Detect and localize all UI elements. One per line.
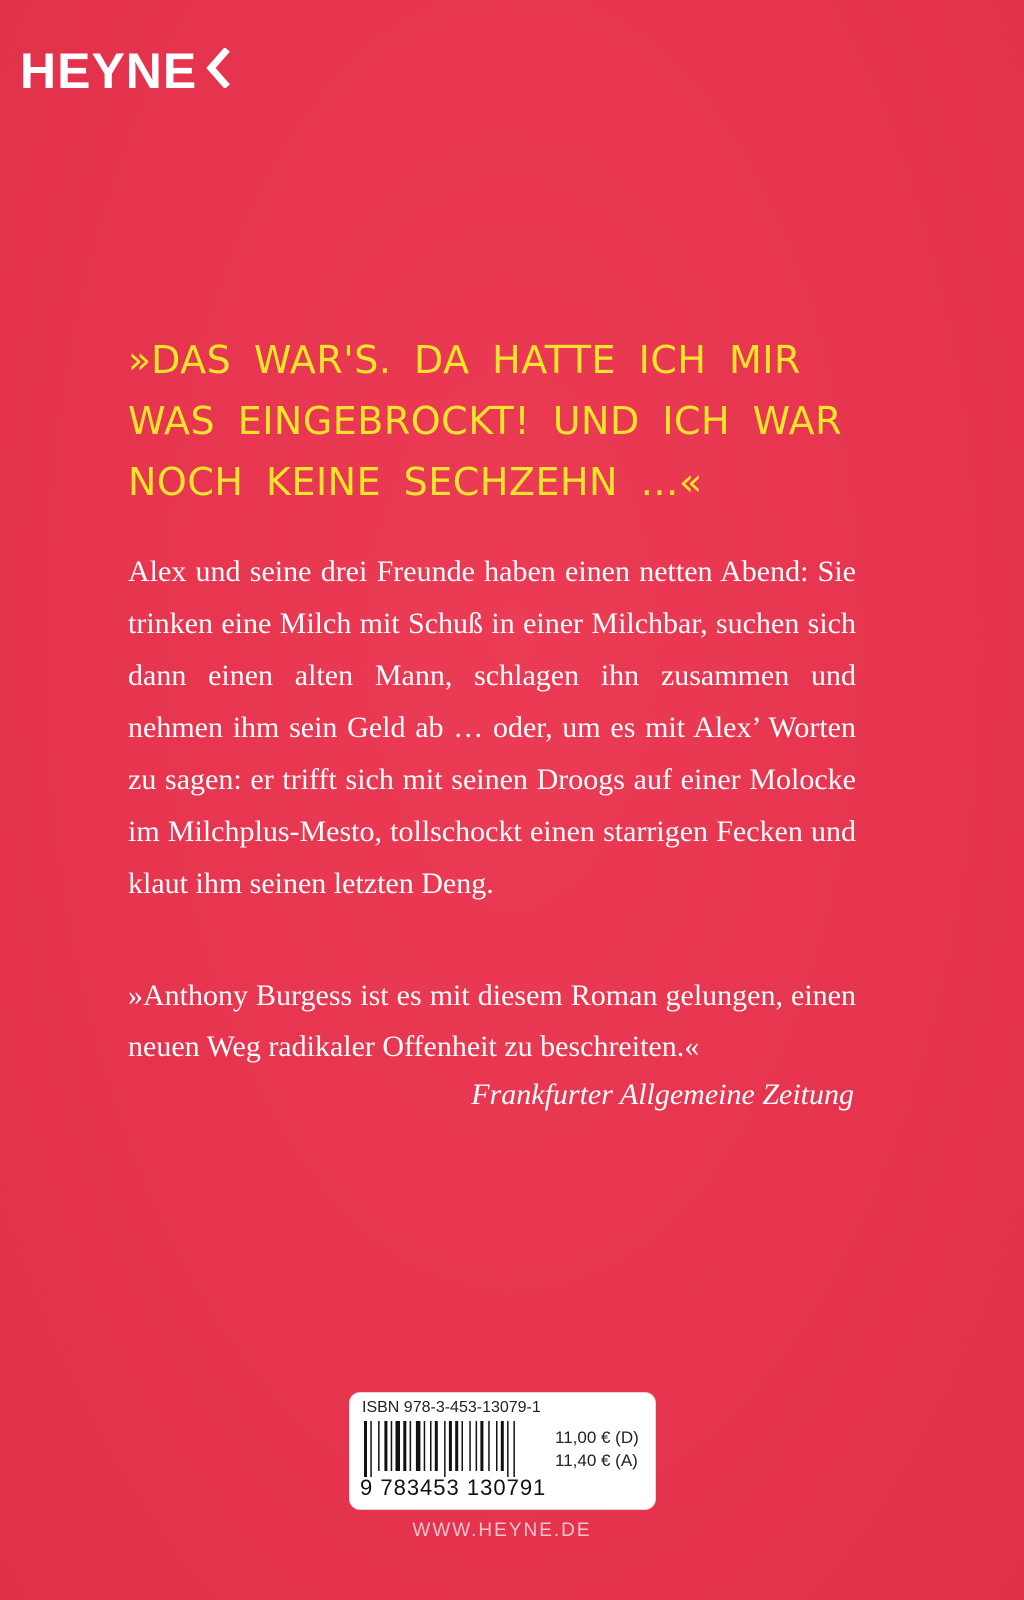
headline-line: »DAS WAR'S. DA HATTE ICH MIR	[128, 338, 801, 382]
barcode-bar	[435, 1421, 438, 1471]
publisher-website: WWW.HEYNE.DE	[412, 1520, 592, 1541]
headline-quote	[128, 330, 888, 513]
barcode-bar	[391, 1421, 393, 1471]
barcode-bar	[513, 1421, 515, 1477]
barcode-bar	[364, 1421, 367, 1477]
publisher-logo	[20, 42, 231, 100]
barcode-bar	[462, 1421, 464, 1471]
review-quote: »Anthony Burgess ist es mit diesem Roman gelungen, einen neuen Weg radikaler Offenheit zu beschreiten.«	[128, 979, 856, 1063]
barcode-bar	[378, 1421, 380, 1471]
barcode-bar	[410, 1421, 412, 1471]
barcode-bar	[424, 1421, 426, 1471]
barcode-bar	[507, 1421, 509, 1477]
barcode-bar	[430, 1421, 432, 1471]
barcode-bar	[488, 1421, 490, 1471]
isbn-number: ISBN 978-3-453-13079-1	[362, 1399, 541, 1416]
barcode-digits: 9 783453 130791	[360, 1475, 547, 1500]
barcode-image	[362, 1421, 542, 1477]
barcode-bar	[444, 1421, 446, 1477]
barcode-bar	[449, 1421, 452, 1471]
barcode-bar	[476, 1421, 478, 1471]
blurb-text: Alex und seine drei Freunde haben einen netten Abend: Sie trinken eine Milch mit Schuß in einer Milchbar, suchen sich dann einen alten Mann, schlagen ihn zusammen und nehmen ihm sein Geld ab … oder, um es mit Alex’ Worten zu sagen: er trifft sich mit seinen Droogs auf einer Molocke im Milchplus-Mesto, tollschockt einen starrigen Fecken und klaut ihm seinen letzten Deng.	[128, 555, 856, 900]
barcode-label	[350, 1393, 655, 1509]
barcode-bar	[403, 1421, 406, 1471]
price-germany: 11,00 € (D)	[555, 1428, 639, 1447]
barcode-bar	[396, 1421, 401, 1471]
barcode-bar	[416, 1421, 421, 1471]
review-source: Frankfurter Allgemeine Zeitung	[471, 1078, 854, 1111]
headline-line: NOCH KEINE SECHZEHN …«	[128, 460, 703, 504]
barcode-bar	[455, 1421, 458, 1471]
publisher-logo-text: HEYNE	[20, 43, 198, 99]
barcode-bar	[480, 1421, 483, 1471]
barcode-bar	[496, 1421, 498, 1471]
barcode-bar	[384, 1421, 387, 1471]
barcode-bar	[469, 1421, 471, 1471]
barcode-bar	[501, 1421, 504, 1471]
chevron-left-icon	[205, 42, 231, 100]
headline-line: WAS EINGEBROCKT! UND ICH WAR	[128, 399, 843, 443]
barcode-bar	[370, 1421, 372, 1477]
price-austria: 11,40 € (A)	[555, 1451, 638, 1470]
